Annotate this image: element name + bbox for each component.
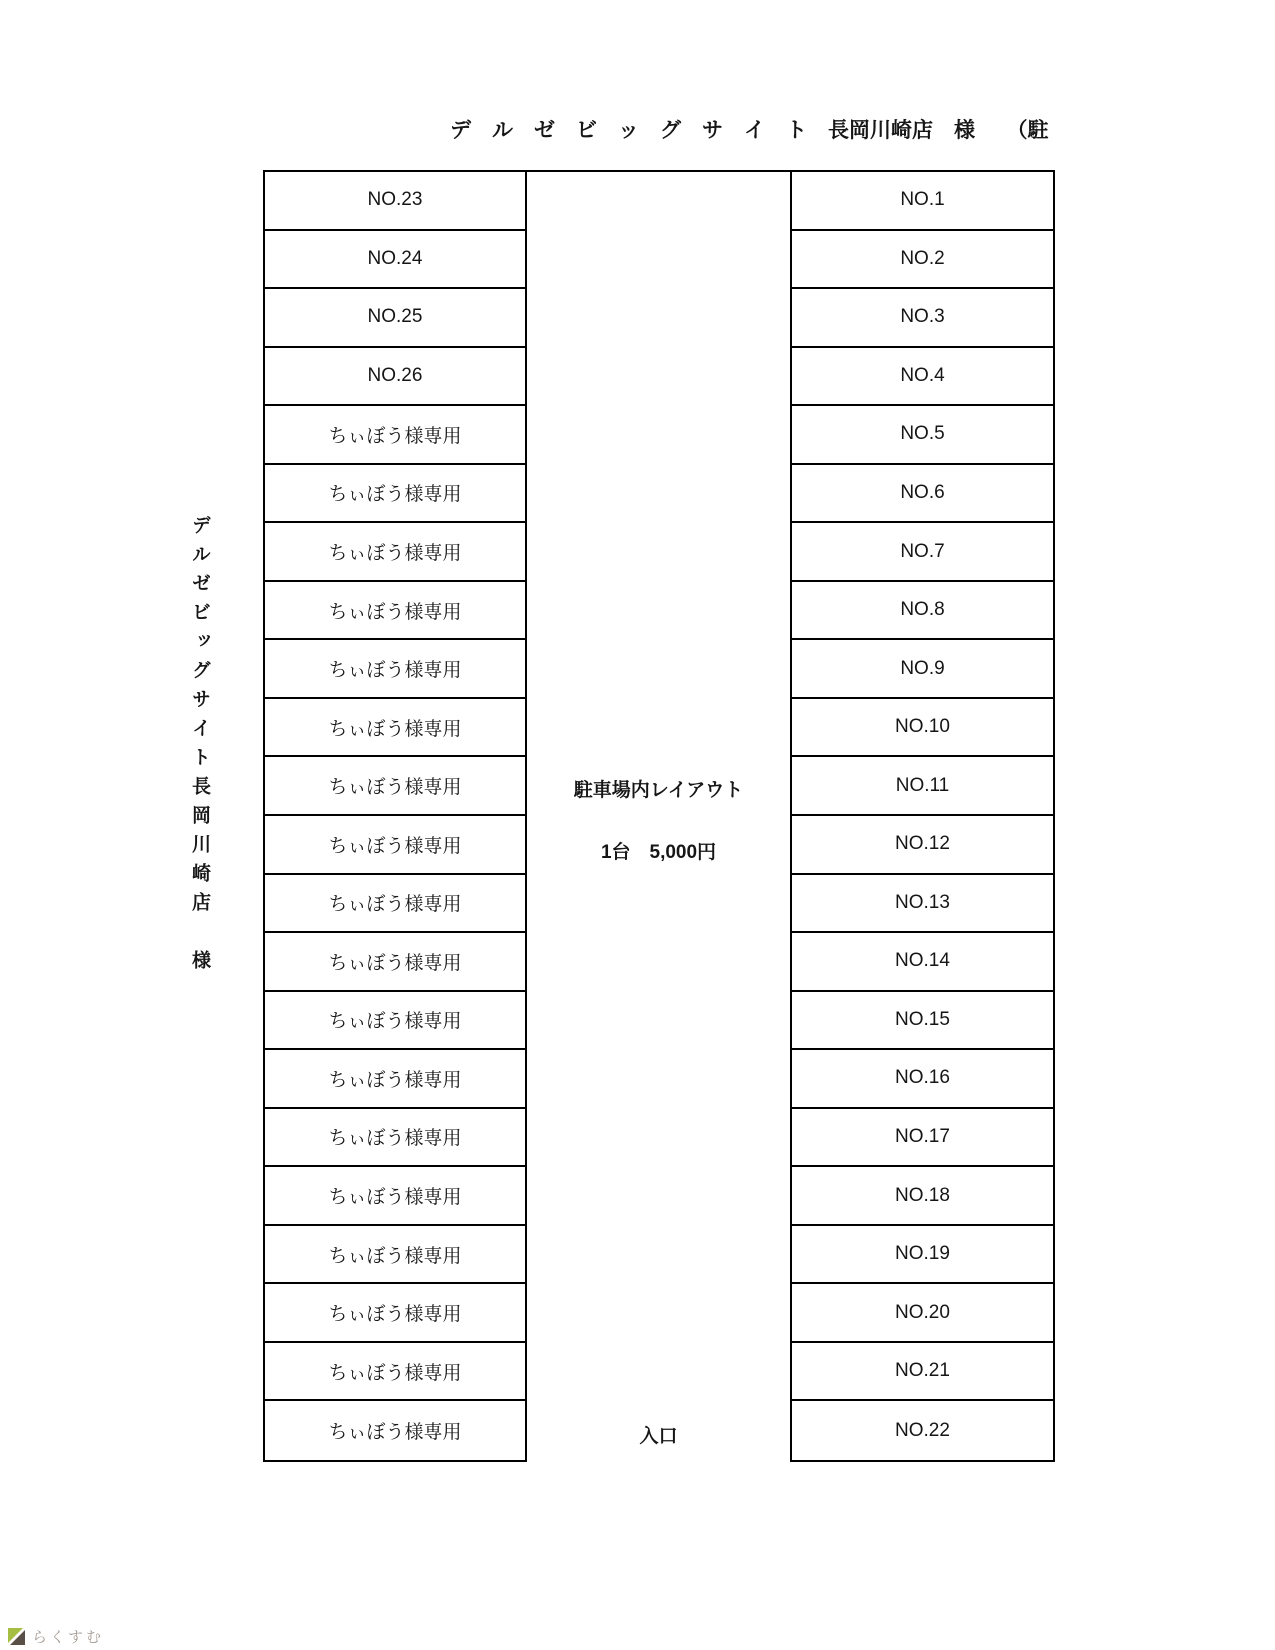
parking-cell: ちぃぼう様専用 (265, 1109, 525, 1168)
parking-cell: NO.26 (265, 348, 525, 407)
parking-cell: ちぃぼう様専用 (328, 1422, 462, 1444)
house-logo-icon (8, 1628, 25, 1645)
parking-cell: NO.13 (792, 875, 1053, 934)
parking-cell: ちぃぼう様専用 (265, 933, 525, 992)
parking-cell: NO.22 (895, 1419, 950, 1441)
parking-cell: NO.25 (265, 289, 525, 348)
parking-cell: NO.17 (792, 1109, 1053, 1168)
parking-cell: NO.8 (792, 582, 1053, 641)
parking-cell: ちぃぼう様専用 (265, 1167, 525, 1226)
parking-column-right (790, 170, 1055, 1462)
parking-cell: ちぃぼう様専用 (265, 757, 525, 816)
parking-cell: ちぃぼう様専用 (265, 992, 525, 1051)
parking-cell: NO.5 (792, 406, 1053, 465)
parking-cell: NO.24 (265, 231, 525, 290)
parking-column-left (263, 170, 527, 1462)
parking-cell: ちぃぼう様専用 (265, 1226, 525, 1285)
parking-cell: NO.3 (792, 289, 1053, 348)
parking-cell: NO.12 (792, 816, 1053, 875)
parking-cell: ちぃぼう様専用 (265, 640, 525, 699)
parking-cell: NO.6 (792, 465, 1053, 524)
parking-cell: NO.20 (792, 1284, 1053, 1343)
parking-cell: ちぃぼう様専用 (265, 523, 525, 582)
parking-cell: ちぃぼう様専用 (265, 465, 525, 524)
parking-cell: NO.2 (792, 231, 1053, 290)
parking-cell: NO.23 (265, 172, 525, 231)
entrance-label: 入口 (639, 1426, 678, 1447)
parking-cell: ちぃぼう様専用 (265, 582, 525, 641)
parking-cell: ちぃぼう様専用 (265, 1284, 525, 1343)
parking-cell: NO.16 (792, 1050, 1053, 1109)
parking-cell: ちぃぼう様専用 (265, 699, 525, 758)
parking-cell: ちぃぼう様専用 (265, 1050, 525, 1109)
price-label: 1台 5,000円 (600, 842, 717, 863)
parking-cell: NO.18 (792, 1167, 1053, 1226)
parking-cell: ちぃぼう様専用 (265, 875, 525, 934)
parking-cell: NO.7 (792, 523, 1053, 582)
footer-logo (8, 1626, 104, 1647)
parking-cell: NO.9 (792, 640, 1053, 699)
layout-title-label: 駐車場内レイアウト (573, 780, 744, 801)
parking-cell: NO.15 (792, 992, 1053, 1051)
parking-cell: NO.14 (792, 933, 1053, 992)
parking-cell: ちぃぼう様専用 (265, 406, 525, 465)
parking-cell: ちぃぼう様専用 (265, 1343, 525, 1402)
parking-cell: ちぃぼう様専用 (265, 816, 525, 875)
parking-cell: NO.11 (792, 757, 1053, 816)
parking-cell: NO.10 (792, 699, 1053, 758)
parking-cell: NO.4 (792, 348, 1053, 407)
parking-cell: NO.1 (792, 172, 1053, 231)
parking-cell: NO.21 (792, 1343, 1053, 1402)
document-title: デ ル ゼ ビ ッ グ サ イ ト 長岡川崎店 様 （駐 (450, 119, 1049, 142)
footer-logo-text: らくすむ (32, 1629, 105, 1646)
header-title-clip-region (0, 108, 1050, 154)
parking-cell: NO.19 (792, 1226, 1053, 1285)
side-vertical-customer-name: デルゼビッグサイト長岡川崎店 様 (189, 515, 210, 979)
